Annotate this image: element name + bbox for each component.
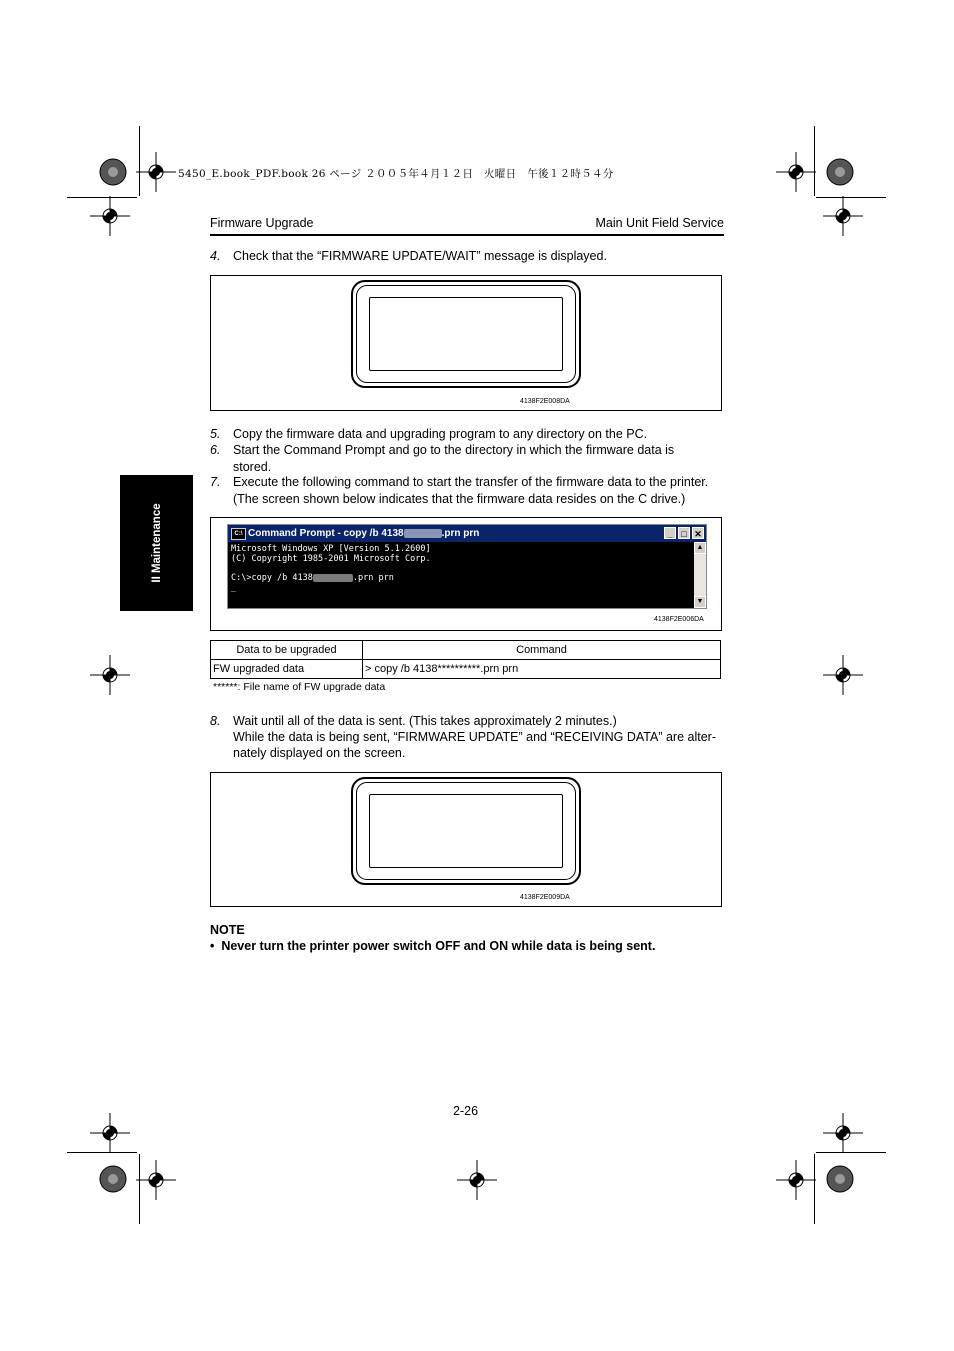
table-header-row xyxy=(211,641,721,660)
step-text: Check that the “FIRMWARE UPDATE/WAIT” message is displayed. xyxy=(233,249,607,263)
table-row xyxy=(211,660,721,679)
figure-lcd-wait xyxy=(210,275,722,411)
console-line-3: C:\>copy /b 4138 .prn prn xyxy=(231,573,394,583)
note-bullet: • Never turn the printer power switch OFF and ON while data is being sent. xyxy=(210,939,656,953)
table-cell: FW upgraded data xyxy=(211,660,363,679)
command-prompt-window xyxy=(227,524,707,609)
window-title-prefix: Command Prompt - copy /b 4138 xyxy=(248,528,404,539)
window-titlebar xyxy=(228,525,706,542)
step-number: 8. xyxy=(210,714,221,728)
lcd-panel xyxy=(351,280,581,388)
step-text-line2: stored. xyxy=(233,460,272,474)
table-header: Data to be upgraded xyxy=(211,641,363,660)
page-number: 2-26 xyxy=(453,1104,479,1118)
figure-code: 4138F2E009DA xyxy=(520,894,570,901)
lcd-screen xyxy=(369,297,563,371)
close-button[interactable]: ✕ xyxy=(692,527,704,539)
step-text-line1: Wait until all of the data is sent. (This takes approximately 2 minutes.) xyxy=(233,714,617,728)
lcd-panel xyxy=(351,777,581,885)
blurred-filename xyxy=(404,529,442,538)
console-line-1: Microsoft Windows XP [Version 5.1.2600] xyxy=(231,544,431,554)
section-title: Firmware Upgrade xyxy=(210,216,314,230)
console-cursor: _ xyxy=(231,582,237,593)
command-table xyxy=(210,640,721,679)
print-info: 5450_E.book_PDF.book 26 ページ ２００５年４月１２日 火曜日 午後１２時５４分 xyxy=(178,168,614,180)
figure-lcd-receiving xyxy=(210,772,722,907)
vertical-scrollbar[interactable] xyxy=(694,542,706,608)
manual-title: Main Unit Field Service xyxy=(595,216,724,230)
note-heading: NOTE xyxy=(210,923,245,937)
table-header: Command xyxy=(363,641,721,660)
table-cell: > copy /b 4138**********.prn prn xyxy=(363,660,721,679)
lcd-screen xyxy=(369,794,563,868)
window-title-suffix: .prn prn xyxy=(441,528,480,539)
figure-command-prompt xyxy=(210,517,722,631)
step-text-line3: nately displayed on the screen. xyxy=(233,746,406,760)
header-rule xyxy=(210,234,724,236)
step-number: 4. xyxy=(210,249,221,263)
blurred-filename xyxy=(313,574,353,582)
console-icon: C:\ xyxy=(231,528,246,540)
console-line-2: (C) Copyright 1985-2001 Microsoft Corp. xyxy=(231,553,431,564)
step-text-line2: (The screen shown below indicates that the firmware data resides on the C drive.) xyxy=(233,492,686,506)
side-tab xyxy=(120,475,193,611)
table-footnote: ******: File name of FW upgrade data xyxy=(213,681,386,693)
step-number: 6. xyxy=(210,443,221,457)
maximize-button[interactable]: □ xyxy=(678,527,690,539)
figure-code: 4138F2E008DA xyxy=(520,398,570,405)
side-tab-label: II Maintenance xyxy=(150,503,163,583)
console-output xyxy=(231,545,431,593)
scroll-up-icon[interactable]: ▲ xyxy=(694,542,706,554)
scroll-down-icon[interactable]: ▼ xyxy=(694,596,706,608)
step-number: 7. xyxy=(210,475,221,489)
minimize-button[interactable]: _ xyxy=(664,527,676,539)
step-text-line2: While the data is being sent, “FIRMWARE UPDATE” and “RECEIVING DATA” are alter- xyxy=(233,730,717,744)
figure-code: 4138F2E006DA xyxy=(654,616,704,623)
step-number: 5. xyxy=(210,427,221,441)
step-text-line1: Execute the following command to start the transfer of the firmware data to the printer. xyxy=(233,475,709,489)
step-text-line1: Start the Command Prompt and go to the directory in which the firmware data is xyxy=(233,443,675,457)
step-text: Copy the firmware data and upgrading program to any directory on the PC. xyxy=(233,427,648,441)
